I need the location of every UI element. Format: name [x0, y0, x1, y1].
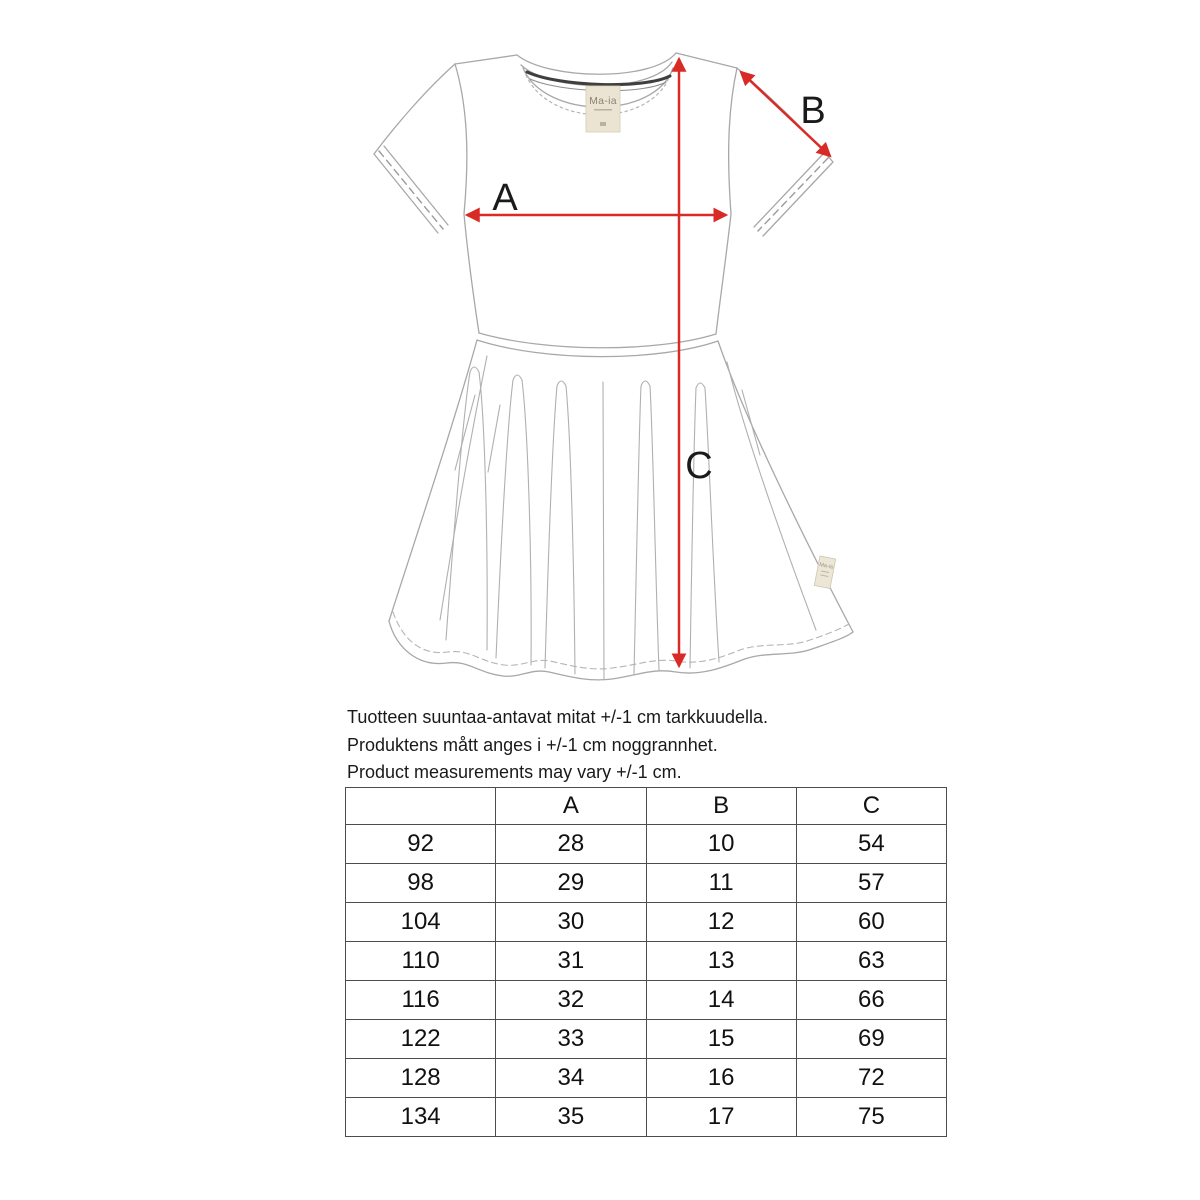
size-table-body — [346, 825, 947, 1137]
note-finnish: Tuotteen suuntaa-antavat mitat +/-1 cm tarkkuudella. — [347, 707, 769, 727]
table-cell: 63 — [796, 942, 946, 981]
table-cell: 16 — [646, 1059, 796, 1098]
table-cell: 104 — [346, 903, 496, 942]
table-cell: 75 — [796, 1098, 946, 1137]
table-header-row — [346, 788, 947, 825]
table-cell: 66 — [796, 981, 946, 1020]
measurement-label-b: B — [800, 90, 826, 132]
table-cell: 134 — [346, 1098, 496, 1137]
table-row — [346, 1020, 947, 1059]
neck-label-brand-text: Ma-ia — [589, 95, 617, 107]
bodice — [464, 214, 731, 357]
measurement-label-a: A — [492, 177, 518, 219]
dress-outline — [374, 53, 853, 680]
table-row — [346, 981, 947, 1020]
skirt — [389, 340, 853, 680]
table-cell: 17 — [646, 1098, 796, 1137]
table-cell: 98 — [346, 864, 496, 903]
measurement-notes — [347, 704, 967, 787]
table-cell: 116 — [346, 981, 496, 1020]
table-cell: 29 — [496, 864, 646, 903]
table-cell: 12 — [646, 903, 796, 942]
table-cell: 128 — [346, 1059, 496, 1098]
table-cell: 28 — [496, 825, 646, 864]
table-row — [346, 942, 947, 981]
table-row — [346, 864, 947, 903]
header-cell-a: A — [496, 788, 646, 825]
measurement-labels — [492, 90, 825, 487]
table-cell: 10 — [646, 825, 796, 864]
side-tag-brand-text: Ma-ia — [818, 562, 834, 571]
sleeve-left — [374, 64, 467, 233]
measurement-arrows — [467, 59, 830, 666]
size-table — [345, 787, 947, 1137]
table-cell: 57 — [796, 864, 946, 903]
note-swedish: Produktens mått anges i +/-1 cm noggrannhet. — [347, 734, 718, 755]
table-cell: 34 — [496, 1059, 646, 1098]
note-english: Product measurements may vary +/-1 cm. — [347, 762, 682, 782]
header-cell-size — [346, 788, 496, 825]
header-cell-b: B — [646, 788, 796, 825]
table-row — [346, 903, 947, 942]
table-cell: 14 — [646, 981, 796, 1020]
size-table-header — [346, 788, 947, 825]
table-cell: 122 — [346, 1020, 496, 1059]
pleat-lines — [440, 356, 816, 679]
neck-brand-label — [586, 86, 620, 132]
table-cell: 30 — [496, 903, 646, 942]
table-cell: 13 — [646, 942, 796, 981]
table-cell: 110 — [346, 942, 496, 981]
table-cell: 92 — [346, 825, 496, 864]
side-hem-tag — [814, 556, 835, 589]
table-row — [346, 1059, 947, 1098]
table-cell: 32 — [496, 981, 646, 1020]
table-cell: 15 — [646, 1020, 796, 1059]
table-cell: 11 — [646, 864, 796, 903]
table-cell: 35 — [496, 1098, 646, 1137]
table-cell: 60 — [796, 903, 946, 942]
table-row — [346, 1098, 947, 1137]
header-cell-c: C — [796, 788, 946, 825]
table-row — [346, 825, 947, 864]
table-cell: 33 — [496, 1020, 646, 1059]
table-cell: 69 — [796, 1020, 946, 1059]
table-cell: 31 — [496, 942, 646, 981]
measurement-label-c: C — [685, 445, 713, 487]
table-cell: 72 — [796, 1059, 946, 1098]
table-cell: 54 — [796, 825, 946, 864]
